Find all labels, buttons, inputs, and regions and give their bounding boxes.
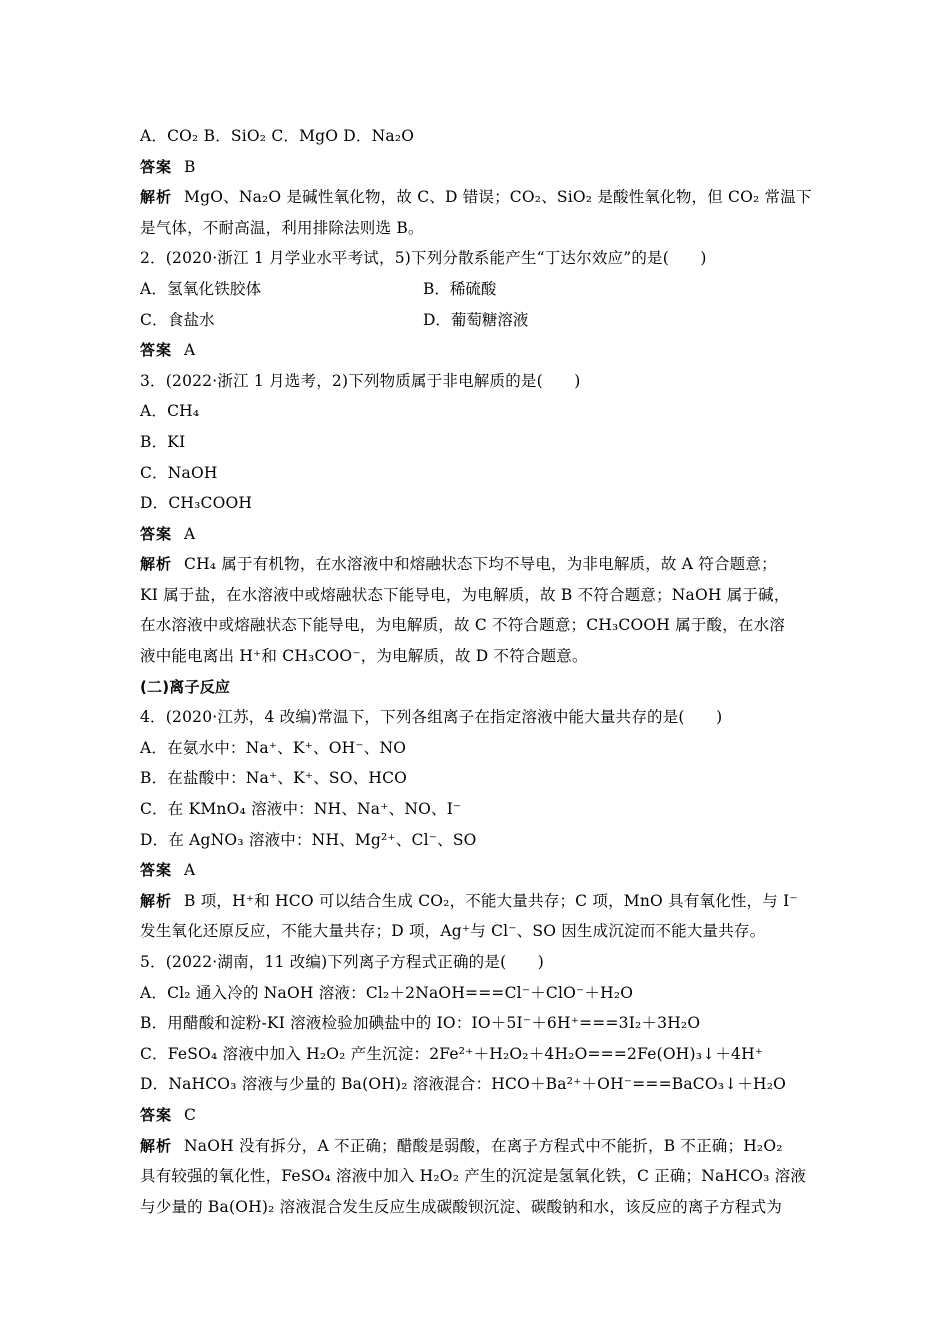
q4-option-c: C．在 KMnO₄ 溶液中：NH、Na⁺、NO、I⁻ bbox=[140, 800, 462, 818]
q4-option-a: A．在氨水中：Na⁺、K⁺、OH⁻、NO bbox=[140, 739, 407, 757]
q3-option-c: C．NaOH bbox=[140, 464, 218, 482]
q2-option-c: C．食盐水 bbox=[140, 311, 215, 329]
analysis-label: 解析 bbox=[140, 1137, 173, 1155]
analysis-label: 解析 bbox=[140, 188, 173, 206]
q1-analysis-line-1: 解析 MgO、Na₂O 是碱性氧化物，故 C、D 错误；CO₂、SiO₂ 是酸性氧化物，但 CO₂ 常温下 bbox=[140, 188, 812, 206]
q4-analysis-line-2: 发生氧化还原反应，不能大量共存；D 项，Ag⁺与 Cl⁻、SO 因生成沉淀而不能大量共存。 bbox=[140, 922, 766, 940]
answer-value: B bbox=[184, 158, 196, 176]
q3-analysis-line-2: KI 属于盐，在水溶液中或熔融状态下能导电，为电解质，故 B 不符合题意；NaOH 属于碱， bbox=[140, 586, 790, 604]
q3-analysis-line-1: 解析 CH₄ 属于有机物，在水溶液中和熔融状态下均不导电，为非电解质，故 A 符合题意； bbox=[140, 555, 777, 573]
q3-analysis-line-3: 在水溶液中或熔融状态下能导电，为电解质，故 C 不符合题意；CH₃COOH 属于酸，在水溶 bbox=[140, 616, 786, 634]
q2-option-b: B．稀硫酸 bbox=[423, 280, 497, 298]
answer-value: A bbox=[184, 525, 196, 543]
answer-value: C bbox=[184, 1106, 197, 1124]
q1-options: A．CO₂ B．SiO₂ C．MgO D．Na₂O bbox=[140, 127, 415, 145]
answer-label: 答案 bbox=[140, 1106, 173, 1124]
q1-answer bbox=[140, 157, 196, 177]
answer-label: 答案 bbox=[140, 525, 173, 543]
analysis-label: 解析 bbox=[140, 892, 173, 910]
q4-option-b: B．在盐酸中：Na⁺、K⁺、SO、HCO bbox=[140, 769, 408, 787]
q2-stem: 2．(2020·浙江 1 月学业水平考试，5)下列分散系能产生“丁达尔效应”的是( ) bbox=[140, 249, 707, 267]
q1-analysis-line-2: 是气体，不耐高温，利用排除法则选 B。 bbox=[140, 219, 424, 237]
answer-value: A bbox=[184, 341, 196, 359]
answer-label: 答案 bbox=[140, 341, 173, 359]
q5-answer bbox=[140, 1105, 196, 1125]
q5-option-c: C．FeSO₄ 溶液中加入 H₂O₂ 产生沉淀：2Fe²⁺＋H₂O₂＋4H₂O===2Fe(OH)₃↓＋4H⁺ bbox=[140, 1045, 764, 1063]
q5-option-a: A．Cl₂ 通入冷的 NaOH 溶液：Cl₂＋2NaOH===Cl⁻＋ClO⁻＋H₂O bbox=[140, 984, 634, 1002]
q5-analysis-line-3: 与少量的 Ba(OH)₂ 溶液混合发生反应生成碳酸钡沉淀、碳酸钠和水，该反应的离子方程式为 bbox=[140, 1198, 783, 1216]
q5-option-d: D．NaHCO₃ 溶液与少量的 Ba(OH)₂ 溶液混合：HCO＋Ba²⁺＋OH⁻===BaCO₃↓＋H₂O bbox=[140, 1075, 787, 1093]
analysis-label: 解析 bbox=[140, 555, 173, 573]
q3-option-a: A．CH₄ bbox=[140, 402, 200, 420]
q2-option-d: D．葡萄糖溶液 bbox=[423, 311, 529, 329]
q4-stem: 4．(2020·江苏，4 改编)常温下，下列各组离子在指定溶液中能大量共存的是( ) bbox=[140, 708, 723, 726]
q3-stem: 3．(2022·浙江 1 月选考，2)下列物质属于非电解质的是( ) bbox=[140, 372, 581, 390]
q3-analysis-line-4: 液中能电离出 H⁺和 CH₃COO⁻，为电解质，故 D 不符合题意。 bbox=[140, 647, 588, 665]
q4-answer bbox=[140, 860, 195, 880]
q3-answer bbox=[140, 524, 195, 544]
q4-analysis-line-1: 解析 B 项，H⁺和 HCO 可以结合生成 CO₂，不能大量共存；C 项，MnO 具有氧化性，与 I⁻ bbox=[140, 892, 798, 910]
q5-analysis-line-2: 具有较强的氧化性，FeSO₄ 溶液中加入 H₂O₂ 产生的沉淀是氢氧化铁，C 正确；NaHCO₃ 溶液 bbox=[140, 1167, 807, 1185]
q3-option-d: D．CH₃COOH bbox=[140, 494, 253, 512]
q5-analysis-line-1: 解析 NaOH 没有拆分，A 不正确；醋酸是弱酸，在离子方程式中不能折，B 不正确；H₂O₂ bbox=[140, 1137, 783, 1155]
q5-stem: 5．(2022·湖南，11 改编)下列离子方程式正确的是( ) bbox=[140, 953, 544, 971]
answer-label: 答案 bbox=[140, 158, 173, 176]
answer-value: A bbox=[184, 861, 196, 879]
q4-option-d: D．在 AgNO₃ 溶液中：NH、Mg²⁺、Cl⁻、SO bbox=[140, 831, 477, 849]
section-title: (二)离子反应 bbox=[140, 678, 231, 696]
q2-answer bbox=[140, 340, 195, 360]
q3-option-b: B．KI bbox=[140, 433, 186, 451]
answer-label: 答案 bbox=[140, 861, 173, 879]
q2-option-a: A．氢氧化铁胶体 bbox=[140, 280, 262, 298]
q5-option-b: B．用醋酸和淀粉-KI 溶液检验加碘盐中的 IO：IO＋5I⁻＋6H⁺===3I₂＋3H₂O bbox=[140, 1014, 701, 1032]
